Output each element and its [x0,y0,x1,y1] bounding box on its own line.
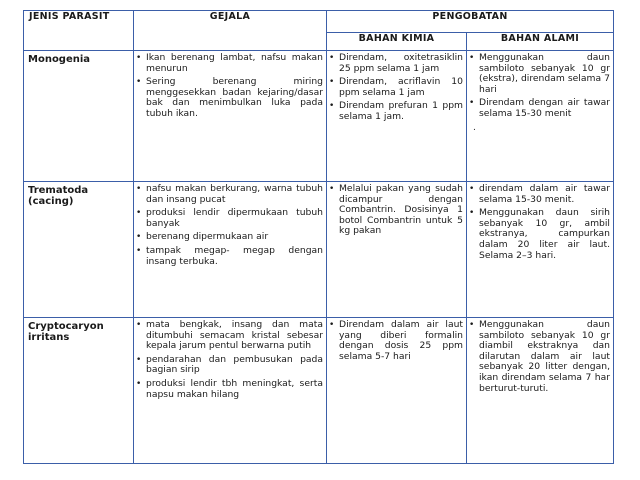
header-bahan-alami: BAHAN ALAMI [467,33,614,51]
header-jenis-parasit: JENIS PARASIT [24,11,134,51]
header-pengobatan: PENGOBATAN [327,11,614,33]
list-item: • tampak megap- megap dengan insang terbuka. [146,246,323,267]
trailing-dot: . [473,122,476,133]
list-item: • Direndam dalam air laut yang diberi formalin dengan dosis 25 ppm selama 5-7 hari [339,320,463,362]
list-item: • Sering berenang miring menggesekkan badan kejaring/dasar bak dan menimbulkan luka pada tubuh ikan. [146,77,323,119]
bahan-kimia-cell [327,182,467,318]
table-row [24,182,614,318]
list-item: • produksi lendir dipermukaan tubuh banyak [146,208,323,229]
parasit-name: Monogenia [24,51,134,182]
list-item: • Direndam, oxitetrasiklin 25 ppm selama 1 jam [339,53,463,74]
list-item: • Melalui pakan yang sudah dicampur dengan Combantrin. Dosisinya 1 botol Combantrin untuk 5 kg pakan [339,184,463,237]
list-item: • pendarahan dan pembusukan pada bagian sirip [146,355,323,376]
list-item: • direndam dalam air tawar selama 15-30 menit. [479,184,610,205]
list-item: • Menggunakan daun sirih sebanyak 10 gr, ambil ekstranya, campurkan dalam 20 liter air laut. Selama 2–3 hari. [479,208,610,261]
list-item: • produksi lendir tbh meningkat, serta napsu makan hilang [146,379,323,400]
list-item: • berenang dipermukaan air [146,232,323,243]
list-item: • nafsu makan berkurang, warna tubuh dan insang pucat [146,184,323,205]
list-item: • Menggunakan daun sambiloto sebanyak 10 gr (ekstra), direndam selama 7 hari [479,53,610,95]
parasite-treatment-table [23,10,614,464]
table-row [24,51,614,182]
bahan-kimia-cell [327,318,467,464]
gejala-cell [134,318,327,464]
parasit-name: Cryptocaryon irritans [24,318,134,464]
gejala-cell [134,182,327,318]
bahan-kimia-cell [327,51,467,182]
parasit-name: Trematoda (cacing) [24,182,134,318]
list-item: • mata bengkak, insang dan mata ditumbuhi semacam kristal sebesar kepala jarum pentul berwarna putih [146,320,323,352]
list-item: • Direndam, acriflavin 10 ppm selama 1 jam [339,77,463,98]
table-row [24,318,614,464]
bahan-alami-cell [467,182,614,318]
header-bahan-kimia: BAHAN KIMIA [327,33,467,51]
bahan-alami-cell [467,318,614,464]
list-item: • Menggunakan daun sambiloto sebanyak 10 gr diambil ekstraknya dan dilarutan dalam air laut sebanyak 20 litter dengan, ikan direndam selama 7 har berturut-turuti. [479,320,610,394]
list-item: • Ikan berenang lambat, nafsu makan menurun [146,53,323,74]
gejala-cell [134,51,327,182]
list-item: • Direndam prefuran 1 ppm selama 1 jam. [339,101,463,122]
list-item: • Direndam dengan air tawar selama 15-30 menit [479,98,610,119]
bahan-alami-cell [467,51,614,182]
header-gejala: GEJALA [134,11,327,51]
